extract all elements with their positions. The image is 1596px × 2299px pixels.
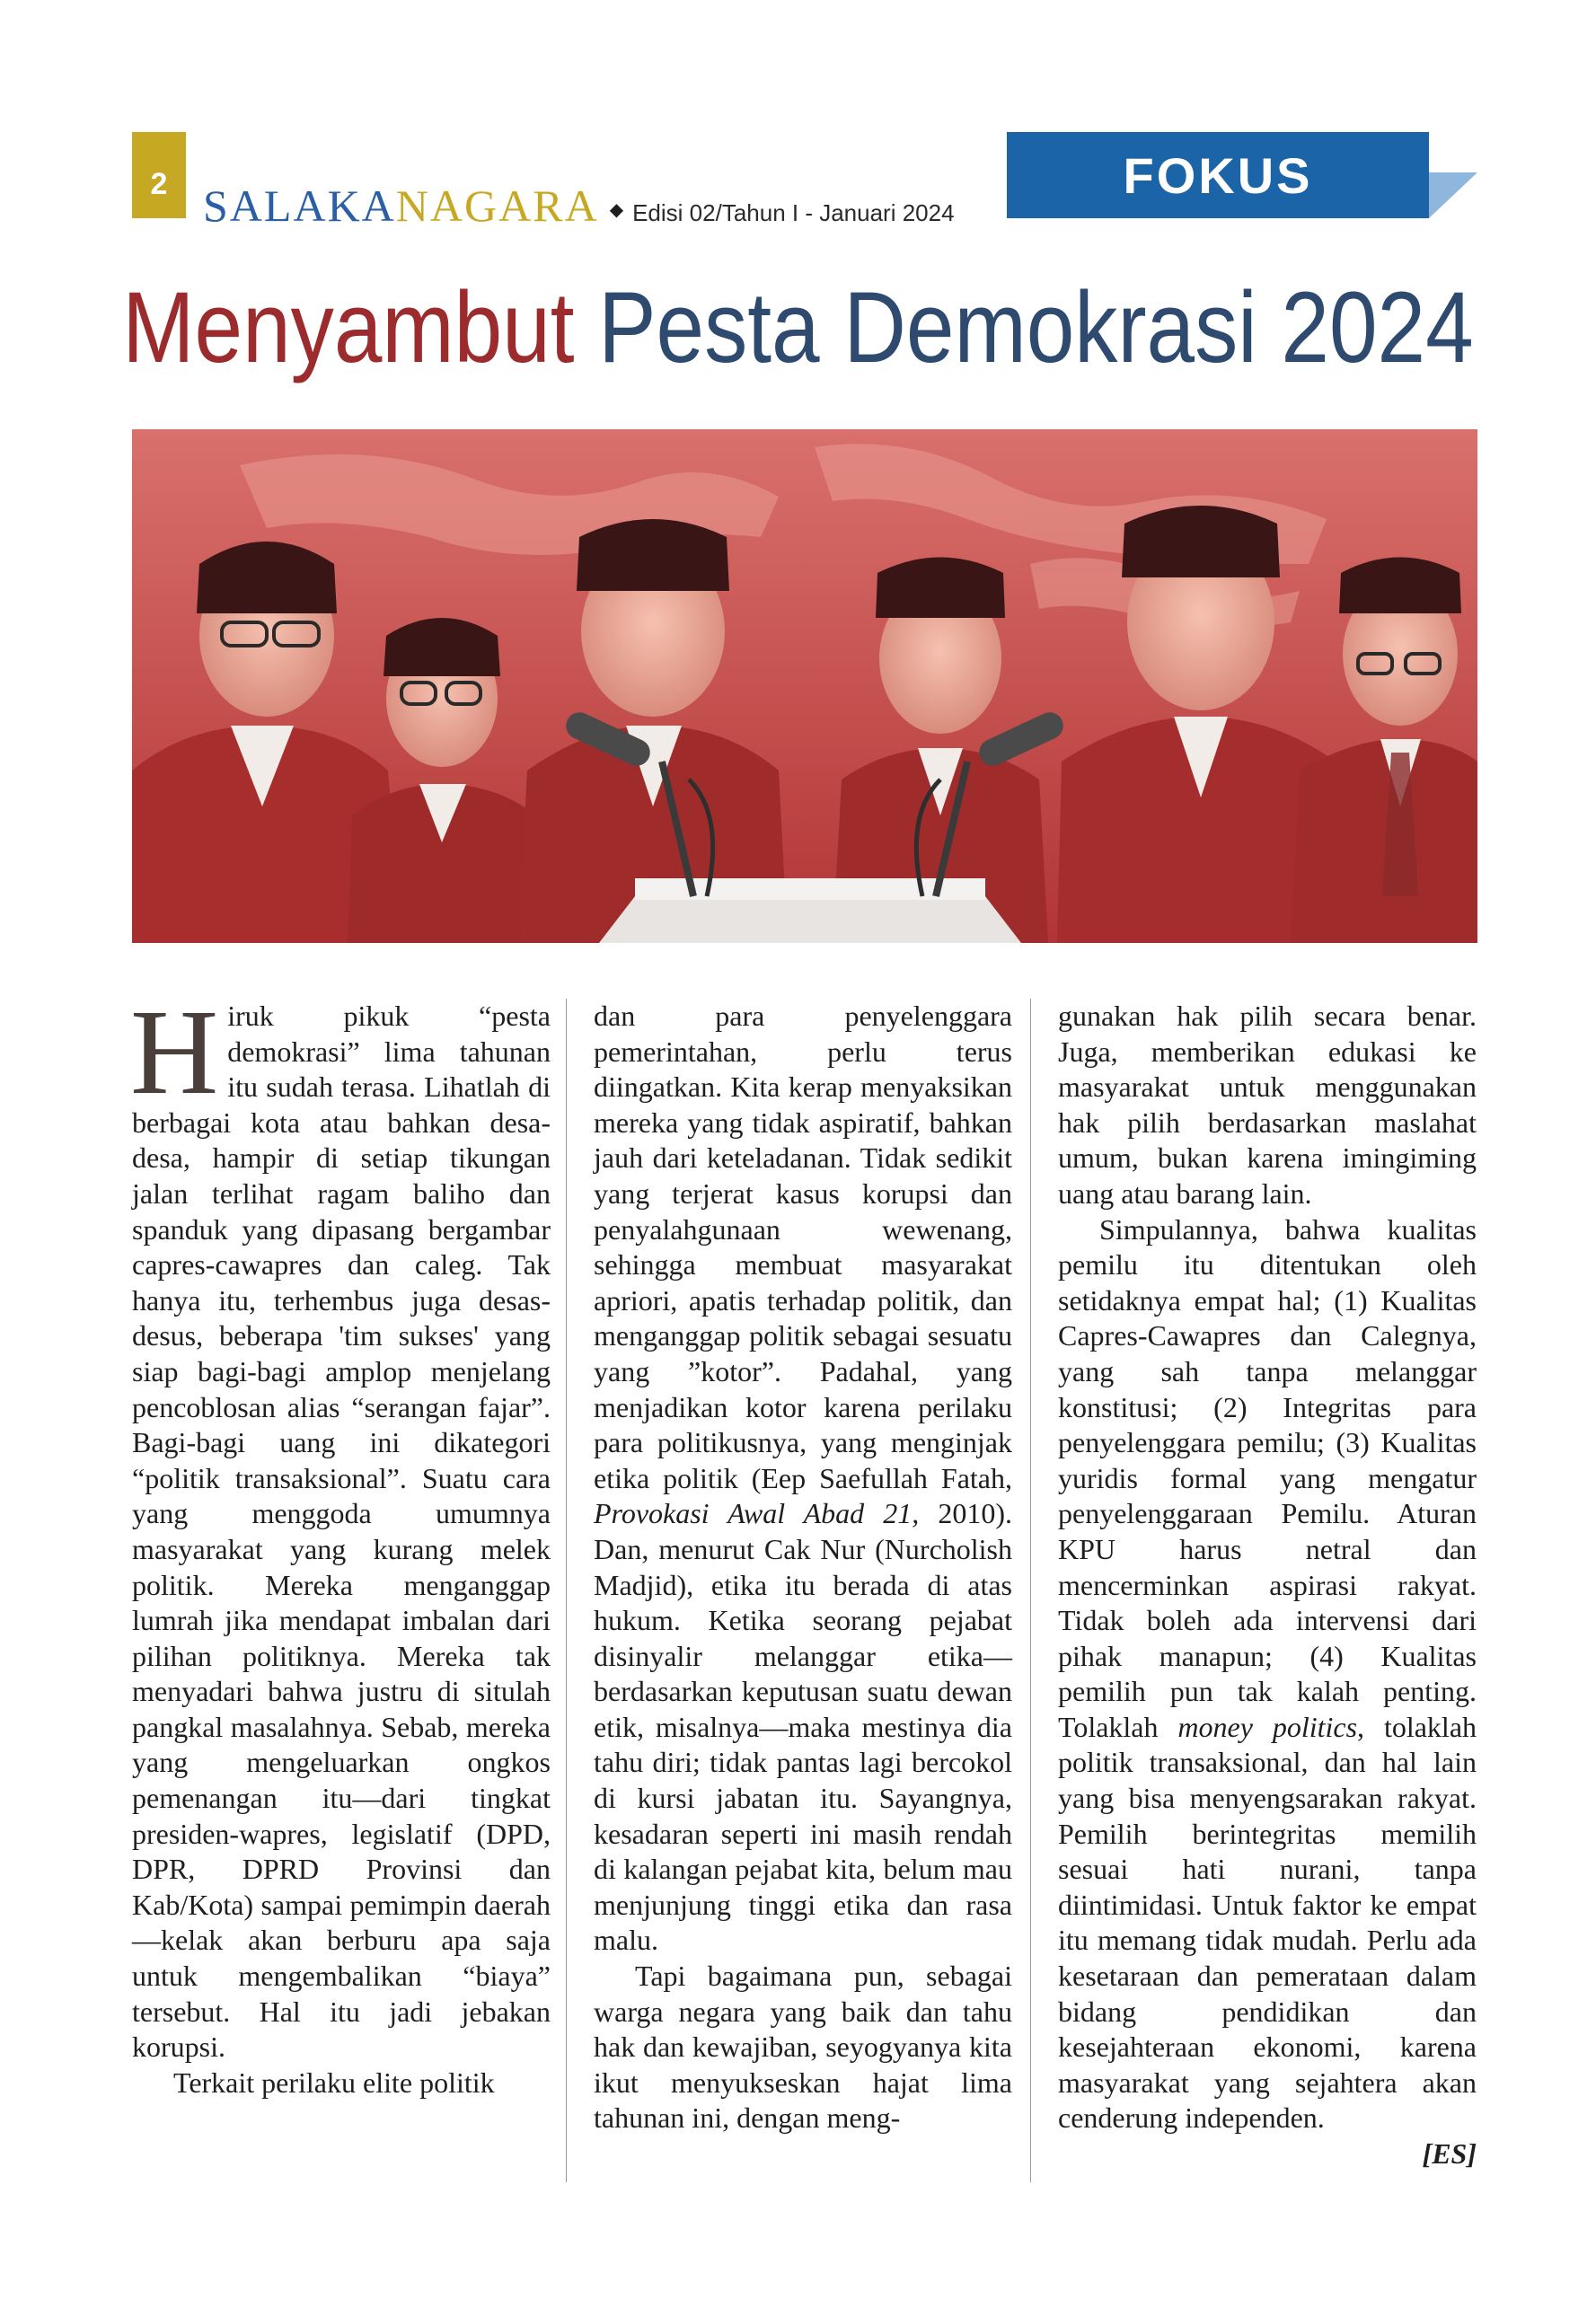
publication-name-part1: SALAKA <box>203 181 396 231</box>
paragraph-text: Simpulannya, bahwa kualitas pemilu itu ditentukan oleh setidaknya empat hal; (1) Kualitas Capres-Cawapres dan Calegnya, yang sah tanpa melanggar konstitusi; (2) Integritas para penyelenggara pemilu; (3) Kualitas yuridis formal yang mengatur penyelenggaraan Pemilu. Aturan KPU harus netral dan mencerminkan aspirasi rakyat. Tidak boleh ada intervensi dari pihak manapun; (4) Kualitas pemilih pun tak kalah penting. Tolaklah <box>1058 1212 1477 1743</box>
article-paragraph <box>130 985 551 2066</box>
section-tab-shape <box>1429 172 1477 218</box>
article-paragraph <box>1058 1212 1477 2136</box>
headline-part2: Pesta Demokrasi 2024 <box>574 271 1474 383</box>
article-column-2 <box>594 999 1012 2136</box>
publication-name-part2: NAGARA <box>395 181 599 231</box>
edition-info: Edisi 02/Tahun I - Januari 2024 <box>632 199 955 226</box>
article-column-1 <box>130 985 551 2101</box>
column-divider <box>566 999 567 2182</box>
page-number <box>132 132 186 218</box>
hero-illustration-svg <box>132 429 1477 943</box>
author-signature: [ES] <box>1422 2137 1477 2170</box>
masthead <box>203 180 955 233</box>
paragraph-text: 2010). Dan, menurut Cak Nur (Nurcholish Madjid), etika itu berada di atas hukum. Ketika seorang pejabat disinyalir melanggar etika—berdasarkan keputusan suatu dewan etik, misalnya—maka mestinya dia tahu diri; tidak pantas lagi bercokol di kursi jabatan itu. Sayangnya, kesadaran seperti ini masih rendah di kalangan pejabat kita, belum mau menjunjung tinggi etika dan rasa malu. <box>594 1497 1012 1957</box>
article-paragraph: Tapi bagaimana pun, sebagai warga negara yang baik dan tahu hak dan kewajiban, seyogyanya kita ikut menyukseskan hajat lima tahunan ini, dengan meng- <box>594 1960 1012 2135</box>
article-paragraph: Terkait perilaku elite politik <box>173 2066 495 2099</box>
column-divider <box>1030 999 1031 2182</box>
publication-name <box>203 180 599 232</box>
paragraph-text: dan para penyelenggara pemerintahan, perlu terus diingatkan. Kita kerap menyaksikan mereka yang tidak aspiratif, bahkan jauh dari keteladanan. Tidak sedikit yang terjerat kasus korupsi dan penyalahgunaan wewenang, sehingga membuat masyarakat apriori, apatis terhadap politik, dan menganggap politik sebagai sesuatu yang ”kotor”. Padahal, yang menjadikan kotor karena perilaku para politikusnya, yang menginjak etika politik (Eep Saefullah Fatah, <box>594 1000 1012 1494</box>
drop-cap: H <box>130 985 219 1120</box>
paragraph-text: iruk pikuk “pesta demokrasi” lima tahunan itu sudah terasa. Lihatlah di berbagai kota atau bahkan desa-desa, hampir di setiap tikungan jalan terlihat ragam baliho dan spanduk yang dipasang bergambar capres-cawapres dan caleg. Tak hanya itu, terhembus juga desas-desus, beberapa 'tim sukses' yang siap bagi-bagi amplop menjelang pencoblosan alias “serangan fajar”. Bagi-bagi uang ini dikategori “politik transaksional”. Suatu cara yang menggoda umumnya masyarakat yang kurang melek politik. Mereka menganggap lumrah jika mendapat imbalan dari pilihan politiknya. Mereka tak menyadari bahwa justru di situlah pangkal masalahnya. Sebab, mereka yang mengeluarkan ongkos pemenangan itu—dari tingkat presiden-wapres, legislatif (DPD, DPR, DPRD Provinsi dan Kab/Kota) sampai pemimpin daerah—kelak akan berburu apa saja untuk mengembalikan “biaya” tersebut. Hal itu jadi jebakan korupsi. <box>132 1000 551 2064</box>
section-label <box>1007 132 1429 218</box>
italic-term: money politics <box>1177 1710 1358 1743</box>
hero-illustration <box>132 429 1477 943</box>
diamond-icon: ◆ <box>609 198 624 220</box>
article-paragraph: gunakan hak pilih secara benar. Juga, memberikan edukasi ke masyarakat untuk menggunakan hak pilih berdasarkan maslahat umum, bukan karena imingiming uang atau barang lain. <box>1058 1000 1477 1210</box>
headline <box>111 269 1484 386</box>
article-paragraph <box>594 999 1012 1959</box>
podium <box>599 878 1021 943</box>
paragraph-text: , tolaklah politik transaksional, dan hal lain yang bisa menyengsarakan rakyat. Pemilih berintegritas memilih sesuai hati nurani, tanpa diintimidasi. Untuk faktor ke empat itu memang tidak mudah. Perlu ada kesetaraan dan pemerataan dalam bidang pendidikan dan kesejahteraan ekonomi, karena masyarakat yang sejahtera akan cenderung independen. <box>1058 1710 1477 2135</box>
article-column-3 <box>1058 999 1477 2172</box>
page-number-text: 2 <box>150 167 168 201</box>
section-label-text: FOKUS <box>1123 146 1313 204</box>
headline-part1: Menyambut <box>122 271 575 383</box>
book-title: Provokasi Awal Abad 21, <box>594 1497 920 1530</box>
